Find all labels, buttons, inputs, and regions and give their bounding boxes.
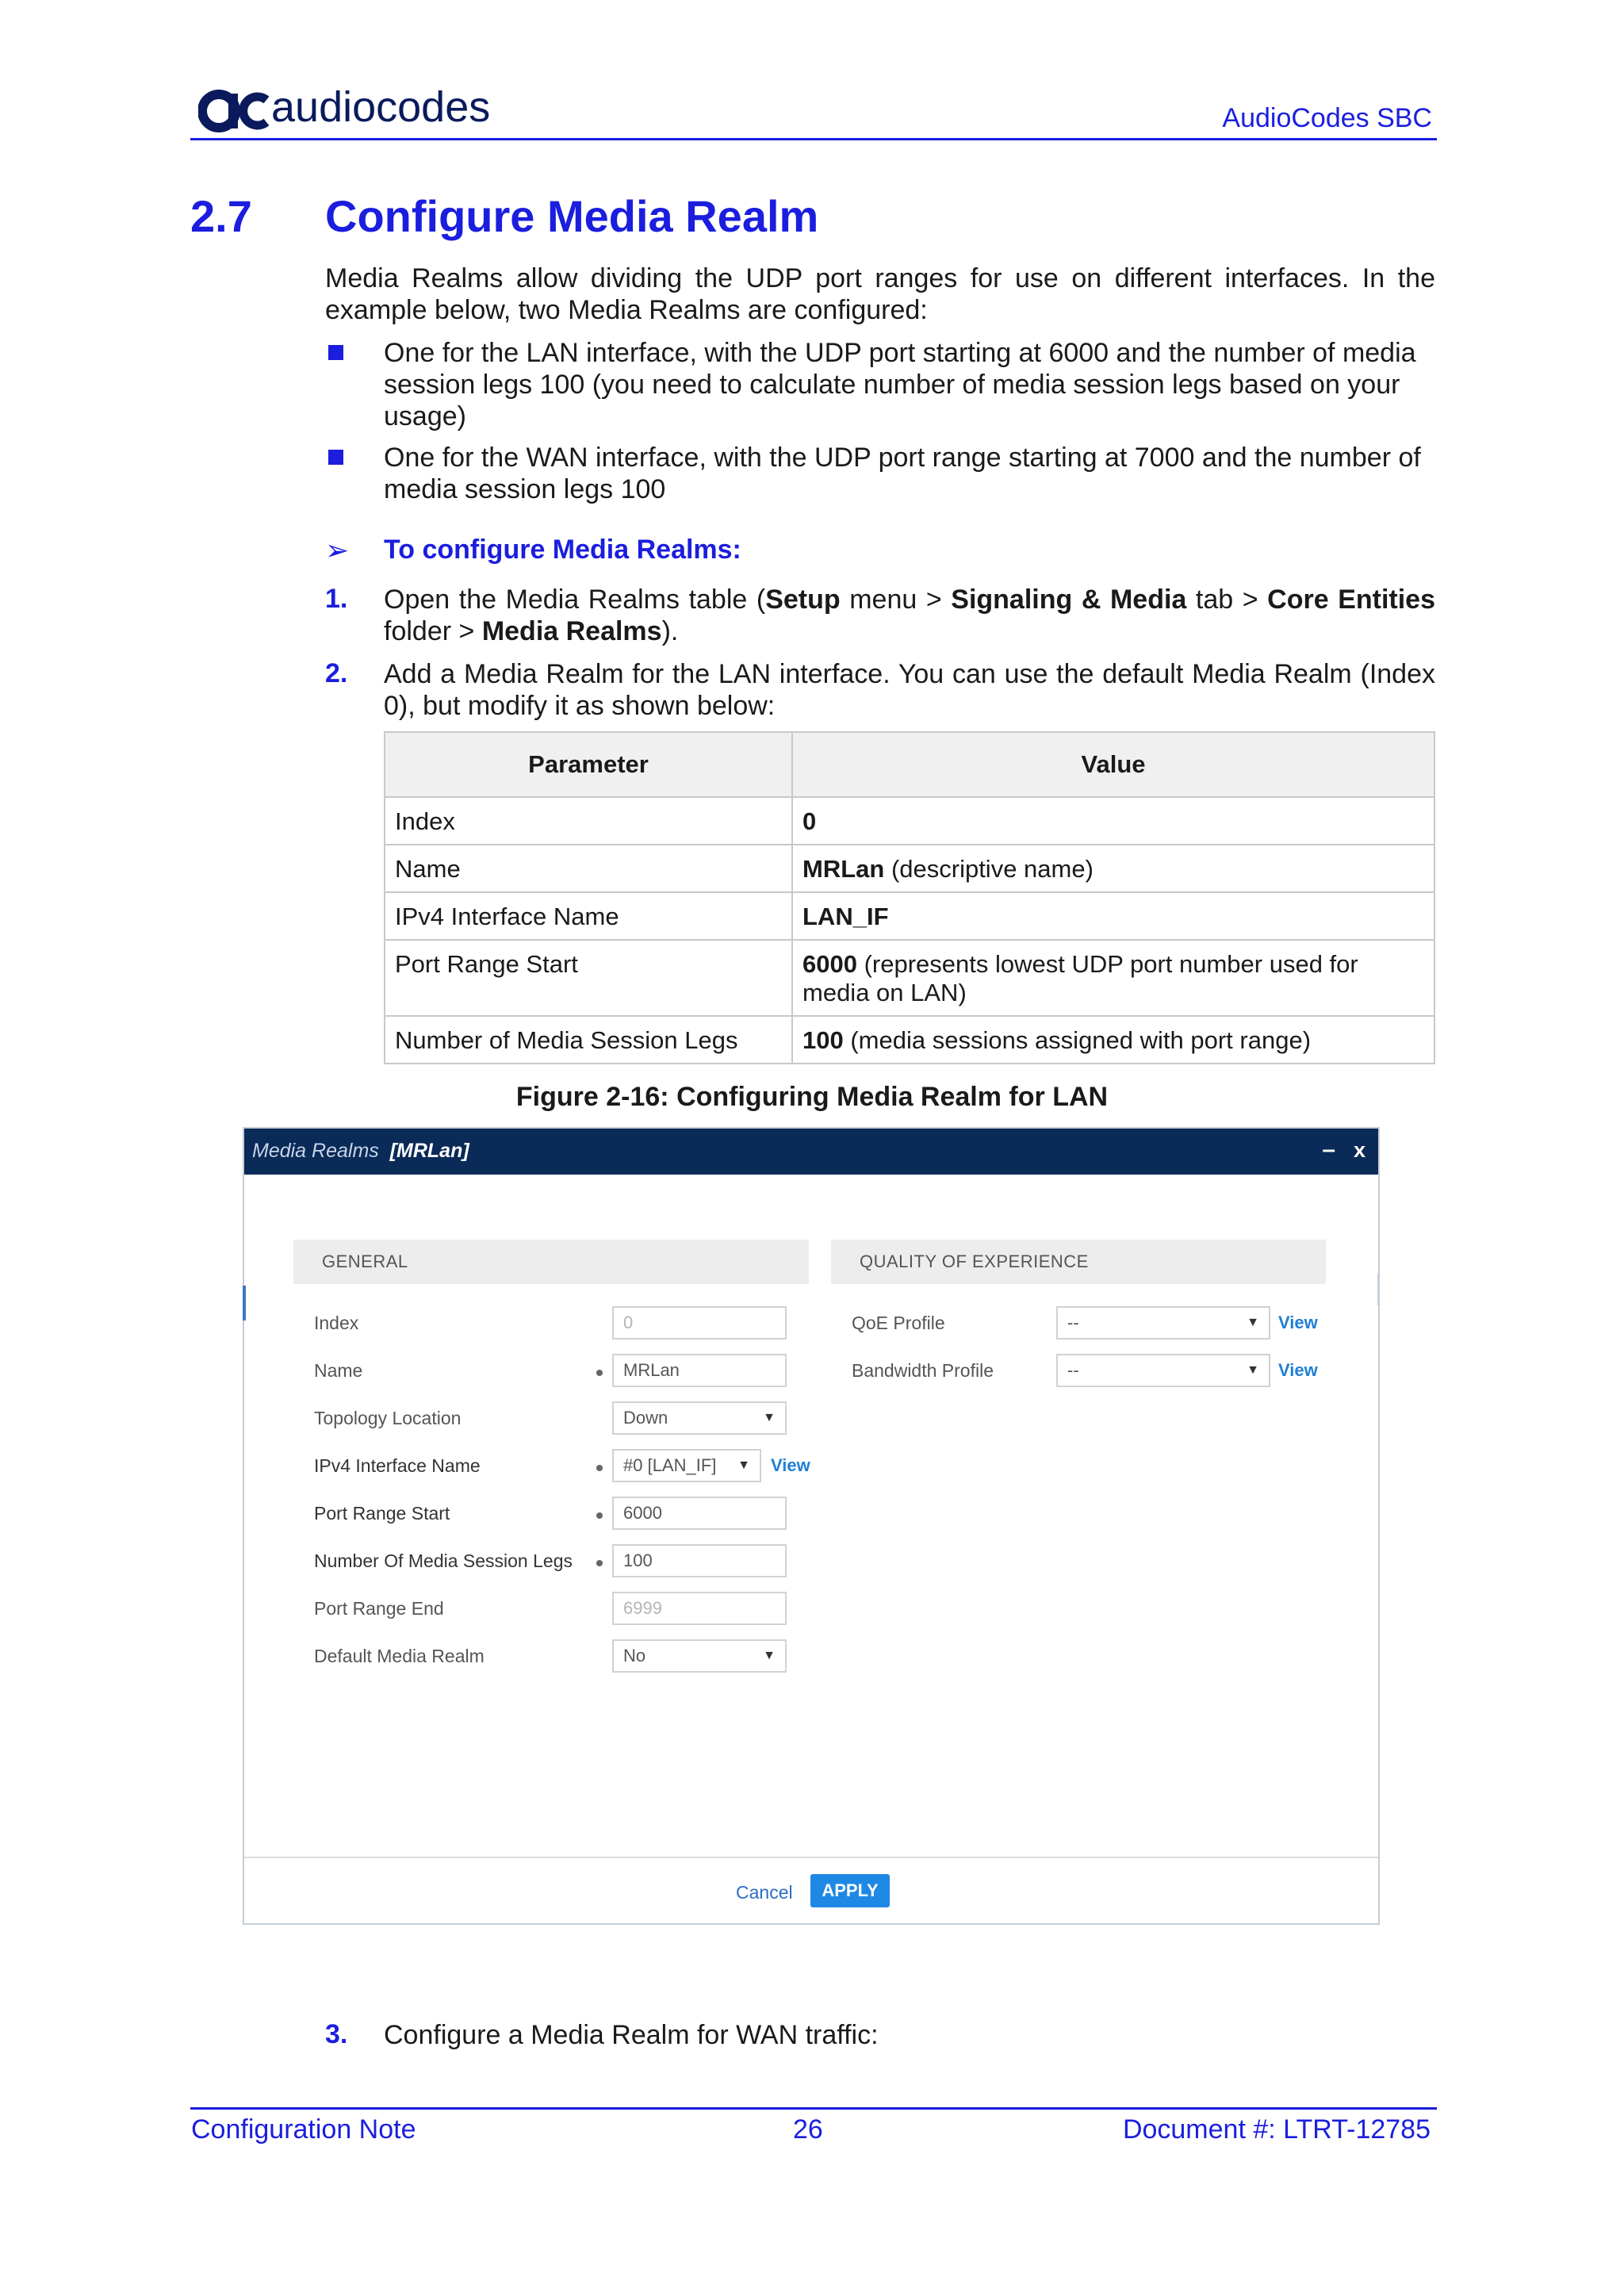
default-realm-label: Default Media Realm [314,1646,485,1666]
background-edge [243,1286,246,1320]
step-text: Add a Media Realm for the LAN interface. You can use the default Media Realm (Index 0), but modify it as shown below: [384,659,1435,721]
page-number: 26 [793,2114,823,2145]
close-icon[interactable]: x [1353,1138,1365,1162]
param-cell: IPv4 Interface Name [385,892,792,940]
minimize-icon[interactable]: – [1322,1137,1335,1163]
footer-rule [190,2107,1437,2110]
step-text: Open the Media Realms table (Setup menu > Signaling & Media tab > Core Entities folder > Media Realms). [384,585,1435,646]
default-realm-select[interactable]: No ▼ [612,1639,787,1673]
background-edge [1377,1274,1380,1305]
chevron-down-icon: ▼ [763,1649,776,1662]
footer-doc-number: Document #: LTRT-12785 [1122,2114,1431,2145]
ipv4-view-link[interactable]: View [771,1455,810,1475]
port-range-start-field[interactable]: 6000 [612,1497,787,1530]
session-legs-label: Number Of Media Session Legs [314,1550,573,1571]
table-row [385,797,1434,845]
svg-text:audiocodes: audiocodes [271,83,491,131]
general-section-header: GENERAL [293,1240,809,1284]
procedure-arrow-icon: ➢ [325,534,350,566]
section-title: Configure Media Realm [325,191,819,241]
step-number: 2. [325,658,348,688]
bullet-item: One for the WAN interface, with the UDP port range starting at 7000 and the number of media session legs 100 [384,443,1421,504]
bullet-item: One for the LAN interface, with the UDP port starting at 6000 and the number of media session legs 100 (you need to calculate number of media session legs based on your usage) [384,338,1416,431]
intro-paragraph: Media Realms allow dividing the UDP port ranges for use on different interfaces. In the example below, two Media Realms are configured: [325,263,1435,325]
required-dot [596,1370,603,1376]
bandwidth-profile-select[interactable]: -- ▼ [1056,1354,1270,1387]
value-cell: 6000 (represents lowest UDP port number used for media on LAN) [792,940,1434,1016]
cancel-button[interactable]: Cancel [736,1882,793,1903]
port-range-start-label: Port Range Start [314,1503,450,1524]
value-cell: 0 [792,797,1434,845]
procedure-title: To configure Media Realms: [384,535,741,565]
bandwidth-profile-label: Bandwidth Profile [852,1360,994,1381]
dialog-title: Media Realms [MRLan] [252,1140,469,1162]
qoe-section-header: QUALITY OF EXPERIENCE [831,1240,1326,1284]
table-row [385,1016,1434,1064]
bullet-marker [328,345,343,360]
required-dot [596,1465,603,1471]
value-cell: LAN_IF [792,892,1434,940]
name-label: Name [314,1360,363,1381]
table-header: Value [792,732,1434,797]
index-field: 0 [612,1306,787,1340]
port-range-end-field: 6999 [612,1592,787,1625]
apply-button[interactable]: APPLY [810,1874,890,1907]
step-text: Configure a Media Realm for WAN traffic: [384,2020,879,2050]
audiocodes-logo [198,76,500,135]
dialog-footer-divider [244,1857,1378,1858]
param-cell: Number of Media Session Legs [385,1016,792,1064]
param-cell: Index [385,797,792,845]
topology-select[interactable]: Down ▼ [612,1401,787,1435]
chevron-down-icon: ▼ [1247,1316,1259,1329]
required-dot [596,1560,603,1566]
table-row [385,892,1434,940]
table-row [385,845,1434,892]
chevron-down-icon: ▼ [763,1411,776,1424]
section-number: 2.7 [190,191,252,241]
figure-caption: Figure 2-16: Configuring Media Realm for LAN [515,1082,1109,1112]
qoe-view-link[interactable]: View [1278,1313,1318,1332]
chevron-down-icon: ▼ [1247,1363,1259,1377]
name-field[interactable]: MRLan [612,1354,787,1387]
dialog-title-bar [244,1129,1378,1175]
footer-doc-type: Configuration Note [191,2114,416,2145]
index-label: Index [314,1313,359,1333]
param-cell: Name [385,845,792,892]
param-cell: Port Range Start [385,940,792,1016]
header-rule [190,138,1437,140]
parameter-table [384,731,1435,1064]
value-cell: MRLan (descriptive name) [792,845,1434,892]
ipv4-interface-label: IPv4 Interface Name [314,1455,481,1476]
bandwidth-view-link[interactable]: View [1278,1360,1318,1380]
table-header: Parameter [385,732,792,797]
chevron-down-icon: ▼ [737,1458,750,1472]
bullet-marker [328,450,343,465]
session-legs-field[interactable]: 100 [612,1544,787,1577]
topology-label: Topology Location [314,1408,462,1428]
step-number: 1. [325,584,348,614]
qoe-profile-select[interactable]: -- ▼ [1056,1306,1270,1340]
step-number: 3. [325,2019,348,2049]
table-row [385,940,1434,1016]
media-realms-dialog [243,1127,1380,1925]
qoe-profile-label: QoE Profile [852,1313,945,1333]
required-dot [596,1512,603,1519]
ipv4-interface-select[interactable]: #0 [LAN_IF] ▼ [612,1449,761,1482]
value-cell: 100 (media sessions assigned with port range) [792,1016,1434,1064]
header-product: AudioCodes SBC [1222,103,1432,133]
port-range-end-label: Port Range End [314,1598,444,1619]
